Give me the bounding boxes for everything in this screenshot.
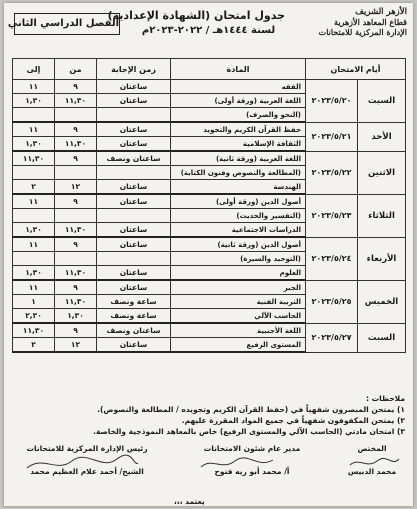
duration-cell: ساعتان: [97, 80, 171, 94]
exam-day: الأحد: [358, 122, 406, 151]
to-cell: ١١: [13, 237, 55, 252]
exam-day: السبت: [358, 323, 406, 352]
subject-cell: الهندسة: [171, 180, 306, 195]
to-cell: ١١,٣٠: [13, 151, 55, 166]
subject-cell: الدراسات الاجتماعية: [171, 223, 306, 238]
note-item: ٢) يمتحن المكفوفون شفهياً في جميع المواد المقررة عليهم.: [181, 416, 405, 425]
from-cell: ٩: [55, 323, 97, 338]
subject-cell: (المطالعة والنصوص وفنون الكتابة): [171, 166, 306, 180]
header-day: أيام الامتحان: [306, 59, 406, 80]
note-item: ١) يمتحن المبصرون شفهياً في (حفظ القرآن الكريم وتجويده / المطالعة والنصوص).: [97, 405, 405, 414]
exam-day: الأربعاء: [358, 237, 406, 280]
to-cell: [13, 166, 55, 180]
handwritten-signature-icon: [197, 455, 277, 473]
org-line-2: قطاع المعاهد الأزهرية: [334, 17, 407, 27]
duration-cell: ساعتان: [97, 338, 171, 353]
duration-cell: ساعتان: [97, 122, 171, 137]
table-row: [13, 122, 406, 137]
subject-cell: (التفسير والحديث): [171, 209, 306, 223]
header-duration: زمن الإجابة: [97, 59, 171, 80]
organization-header: [287, 7, 407, 37]
to-cell: ١١,٣٠: [13, 323, 55, 338]
to-cell: ١,٣٠: [13, 94, 55, 108]
from-cell: ٩: [55, 194, 97, 209]
table-row: [13, 151, 406, 166]
from-cell: ١٢: [55, 180, 97, 195]
exam-day: السبت: [358, 80, 406, 123]
duration-cell: ساعتان: [97, 280, 171, 295]
subject-cell: أصول الدين (ورقة ثانية): [171, 237, 306, 252]
duration-cell: [97, 209, 171, 223]
duration-cell: [97, 252, 171, 266]
from-cell: ٩: [55, 280, 97, 295]
to-cell: ١١: [13, 280, 55, 295]
signature-name: أ/ محمد أبو ريه فتوح: [214, 467, 290, 476]
signature-title: رئيس الإدارة المركزية للامتحانات: [26, 444, 148, 453]
to-cell: ١,٣٠: [13, 266, 55, 281]
from-cell: ٩: [55, 237, 97, 252]
to-cell: ١١: [13, 194, 55, 209]
subject-cell: الجبر: [171, 280, 306, 295]
signature-name: الشيخ/ أحمد علام العظيم محمد: [30, 467, 144, 476]
exam-date: ٢٠٢٣/٥/٢١: [306, 122, 358, 151]
from-cell: [55, 209, 97, 223]
to-cell: ١,٣٠: [13, 223, 55, 238]
to-cell: ٢,٣٠: [13, 309, 55, 324]
header-from: من: [55, 59, 97, 80]
exam-date: ٢٠٢٣/٥/٢٢: [306, 151, 358, 194]
exam-day: الثلاثاء: [358, 194, 406, 237]
to-cell: ١١: [13, 122, 55, 137]
exam-date: ٢٠٢٣/٥/٢٧: [306, 323, 358, 352]
subject-cell: حفظ القرآن الكريم والتجويد: [171, 122, 306, 137]
duration-cell: [97, 108, 171, 123]
duration-cell: ساعة ونصف: [97, 295, 171, 309]
handwritten-signature-icon: [22, 453, 142, 475]
subject-cell: التربية الفنية: [171, 295, 306, 309]
subject-cell: اللغة الأجنبية: [171, 323, 306, 338]
semester-box: الفصل الدراسي الثاني: [14, 13, 120, 35]
from-cell: ٩: [55, 80, 97, 94]
from-cell: ٩: [55, 151, 97, 166]
duration-cell: ساعة ونصف: [97, 309, 171, 324]
from-cell: ١١,٣٠: [55, 137, 97, 152]
to-cell: ٢: [13, 338, 55, 353]
to-cell: [13, 252, 55, 266]
exam-day: الاثنين: [358, 151, 406, 194]
to-cell: [13, 108, 55, 123]
from-cell: ١٢: [55, 338, 97, 353]
notes-section: [10, 393, 405, 437]
to-cell: ٢: [13, 180, 55, 195]
table-row: [13, 80, 406, 94]
handwritten-signature-icon: [347, 455, 402, 471]
from-cell: ١١,٣٠: [55, 94, 97, 108]
subject-cell: أصول الدين (ورقة أولى): [171, 194, 306, 209]
duration-cell: ساعتان ونصف: [97, 151, 171, 166]
table-header-row: [13, 59, 406, 80]
header-to: إلى: [13, 59, 55, 80]
from-cell: ١,٣٠: [55, 309, 97, 324]
exam-date: ٢٠٢٣/٥/٢٥: [306, 280, 358, 323]
exam-date: ٢٠٢٣/٥/٢٠: [306, 80, 358, 123]
subject-cell: اللغة العربية (ورقة أولى): [171, 94, 306, 108]
org-line-1: الأزهر الشريف: [355, 7, 407, 17]
subject-cell: الفقه: [171, 80, 306, 94]
signature-title: المختص: [357, 444, 387, 453]
note-item: ٣) امتحان مادتي (الحاسب الآلي والمستوى الرفيع) خاص بالمعاهد النموذجية والخاصة.: [93, 427, 405, 436]
subject-cell: المستوى الرفيع: [171, 338, 306, 353]
document-subtitle: لسنة ١٤٤٤هـ / ٢٠٢٢-٢٠٢٣م: [141, 25, 276, 36]
table-row: [13, 194, 406, 209]
notes-heading: ملاحظات :: [365, 394, 405, 403]
subject-cell: (النحو والصرف): [171, 108, 306, 123]
signature-title: مدير عام شئون الامتحانات: [203, 444, 301, 453]
exam-schedule-document: [4, 3, 413, 506]
table-row: [13, 323, 406, 338]
exam-date: ٢٠٢٣/٥/٢٣: [306, 194, 358, 237]
from-cell: [55, 252, 97, 266]
from-cell: ١١,٣٠: [55, 295, 97, 309]
from-cell: [55, 166, 97, 180]
subject-cell: اللغة العربية (ورقة ثانية): [171, 151, 306, 166]
signatures-section: [12, 443, 407, 503]
subject-cell: الحاسب الآلي: [171, 309, 306, 324]
to-cell: [13, 209, 55, 223]
from-cell: ١١,٣٠: [55, 223, 97, 238]
from-cell: ٩: [55, 122, 97, 137]
document-title: جدول امتحان (الشهادة الإعدادية): [107, 9, 285, 22]
duration-cell: ساعتان: [97, 180, 171, 195]
subject-cell: الثقافة الإسلامية: [171, 137, 306, 152]
duration-cell: ساعتان ونصف: [97, 323, 171, 338]
from-cell: [55, 108, 97, 123]
duration-cell: [97, 166, 171, 180]
signature-name: محمد الدبيس: [347, 467, 397, 476]
exam-date: ٢٠٢٣/٥/٢٤: [306, 237, 358, 280]
from-cell: ١١,٣٠: [55, 266, 97, 281]
exam-schedule-table: [12, 58, 406, 353]
approval-text: يعتمد ،،،: [174, 497, 205, 506]
table-row: [13, 237, 406, 252]
header-subject: المادة: [171, 59, 306, 80]
exam-day: الخميس: [358, 280, 406, 323]
table-row: [13, 280, 406, 295]
duration-cell: ساعتان: [97, 194, 171, 209]
to-cell: ١: [13, 295, 55, 309]
subject-cell: (التوحيد والسيرة): [171, 252, 306, 266]
document-title-block: [107, 8, 285, 38]
to-cell: ١,٣٠: [13, 137, 55, 152]
duration-cell: ساعتان: [97, 94, 171, 108]
duration-cell: ساعتان: [97, 237, 171, 252]
duration-cell: ساعتان: [97, 137, 171, 152]
org-line-3: الإدارة المركزية للامتحانات: [318, 27, 407, 37]
duration-cell: ساعتان: [97, 266, 171, 281]
to-cell: ١١: [13, 80, 55, 94]
subject-cell: العلوم: [171, 266, 306, 281]
duration-cell: ساعتان: [97, 223, 171, 238]
